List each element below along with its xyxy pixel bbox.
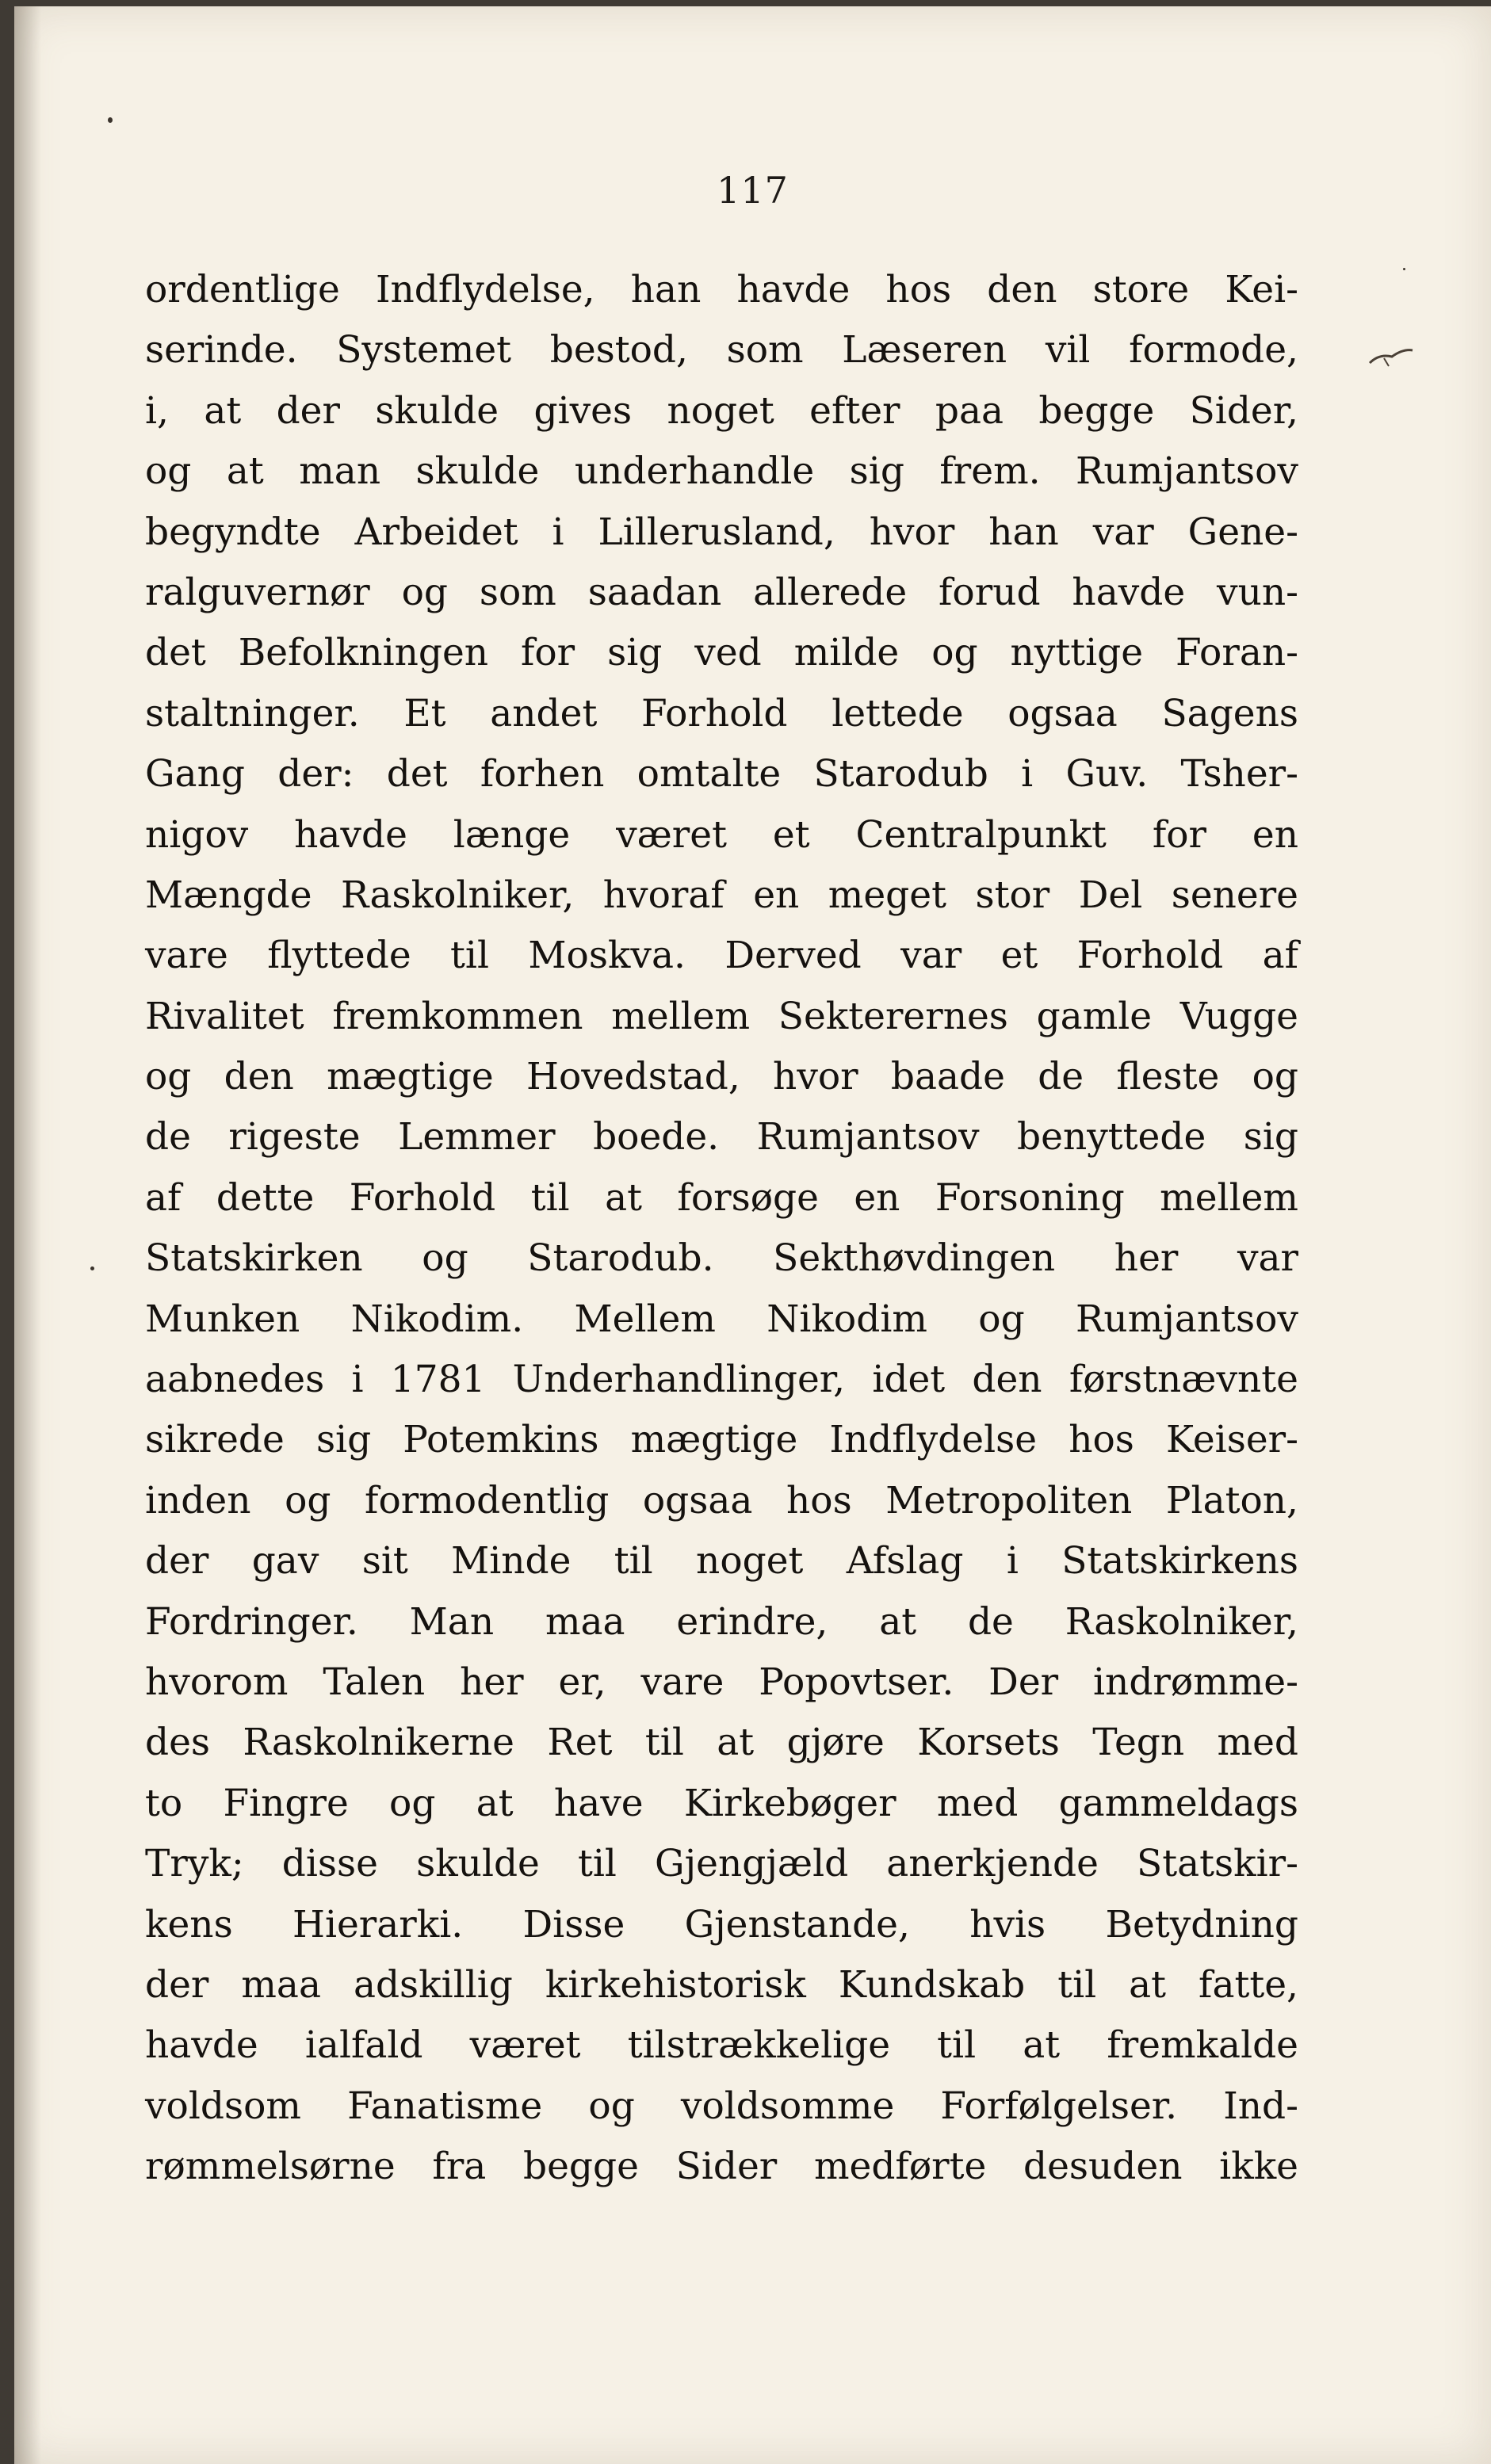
text-line: Tryk; disse skulde til Gjengjæld anerkjende Statskir-: [145, 1842, 1298, 1886]
text-line: det Befolkningen for sig ved milde og nyttige Foran-: [145, 631, 1298, 675]
text-line: hvorom Talen her er, vare Popovtser. Der indrømme-: [145, 1660, 1298, 1704]
text-line: sikrede sig Potemkins mægtige Indflydelse hos Keiser-: [145, 1418, 1298, 1462]
text-line: af dette Forhold til at forsøge en Forsoning mellem: [145, 1175, 1298, 1220]
text-line: Rivalitet fremkommen mellem Sekterernes gamle Vugge: [145, 994, 1298, 1038]
ink-speck: [90, 1266, 94, 1270]
ink-speck: [108, 117, 113, 123]
text-line: der maa adskillig kirkehistorisk Kundskab til at fatte,: [145, 1962, 1298, 2007]
text-line: inden og formodentlig ogsaa hos Metropoliten Platon,: [145, 1478, 1298, 1522]
text-line: Mængde Raskolniker, hvoraf en meget stor Del senere: [145, 873, 1298, 917]
text-line: vare flyttede til Moskva. Derved var et Forhold af: [145, 934, 1298, 978]
text-line: og at man skulde underhandle sig frem. Rumjantsov: [145, 449, 1298, 494]
body-text: [145, 260, 1298, 2198]
text-line: ordentlige Indflydelse, han havde hos den store Kei-: [145, 268, 1298, 311]
binding-shadow: [14, 6, 41, 2464]
text-line: Gang der: det forhen omtalte Starodub i Guv. Tsher-: [145, 752, 1298, 797]
text-line: og den mægtige Hovedstad, hvor baade de fleste og: [145, 1055, 1298, 1099]
text-line: Fordringer. Man maa erindre, at de Raskolniker,: [145, 1599, 1298, 1644]
text-line: nigov havde længe været et Centralpunkt for en: [145, 812, 1298, 857]
text-line: begyndte Arbeidet i Lillerusland, hvor han var Gene-: [145, 510, 1298, 554]
text-line: to Fingre og at have Kirkebøger med gammeldags: [145, 1781, 1298, 1825]
text-line: des Raskolnikerne Ret til at gjøre Korsets Tegn med: [145, 1721, 1298, 1765]
text-line: aabnedes i 1781 Underhandlinger, idet den førstnævnte: [145, 1358, 1298, 1402]
text-line: Munken Nikodim. Mellem Nikodim og Rumjantsov: [145, 1297, 1298, 1341]
text-line: havde ialfald været tilstrækkelige til at fremkalde: [145, 2023, 1298, 2068]
book-page: [14, 6, 1491, 2464]
text-line: voldsom Fanatisme og voldsomme Forfølgelser. Ind-: [145, 2084, 1298, 2128]
text-line: de rigeste Lemmer boede. Rumjantsov benyttede sig: [145, 1115, 1298, 1159]
margin-pencil-mark: [1368, 346, 1414, 369]
ink-speck: [1403, 268, 1405, 270]
text-line: Statskirken og Starodub. Sekthøvdingen her var: [145, 1236, 1298, 1281]
page-number: 117: [717, 169, 789, 212]
text-line: i, at der skulde gives noget efter paa begge Sider,: [145, 388, 1298, 433]
text-line: serinde. Systemet bestod, som Læseren vil formode,: [145, 328, 1298, 372]
text-line: staltninger. Et andet Forhold lettede ogsaa Sagens: [145, 691, 1298, 735]
text-line: der gav sit Minde til noget Afslag i Statskirkens: [145, 1539, 1298, 1583]
text-line: kens Hierarki. Disse Gjenstande, hvis Betydning: [145, 1902, 1298, 1946]
text-line: ralguvernør og som saadan allerede forud havde vun-: [145, 570, 1298, 614]
text-line: rømmelsørne fra begge Sider medførte desuden ikke: [145, 2145, 1298, 2189]
